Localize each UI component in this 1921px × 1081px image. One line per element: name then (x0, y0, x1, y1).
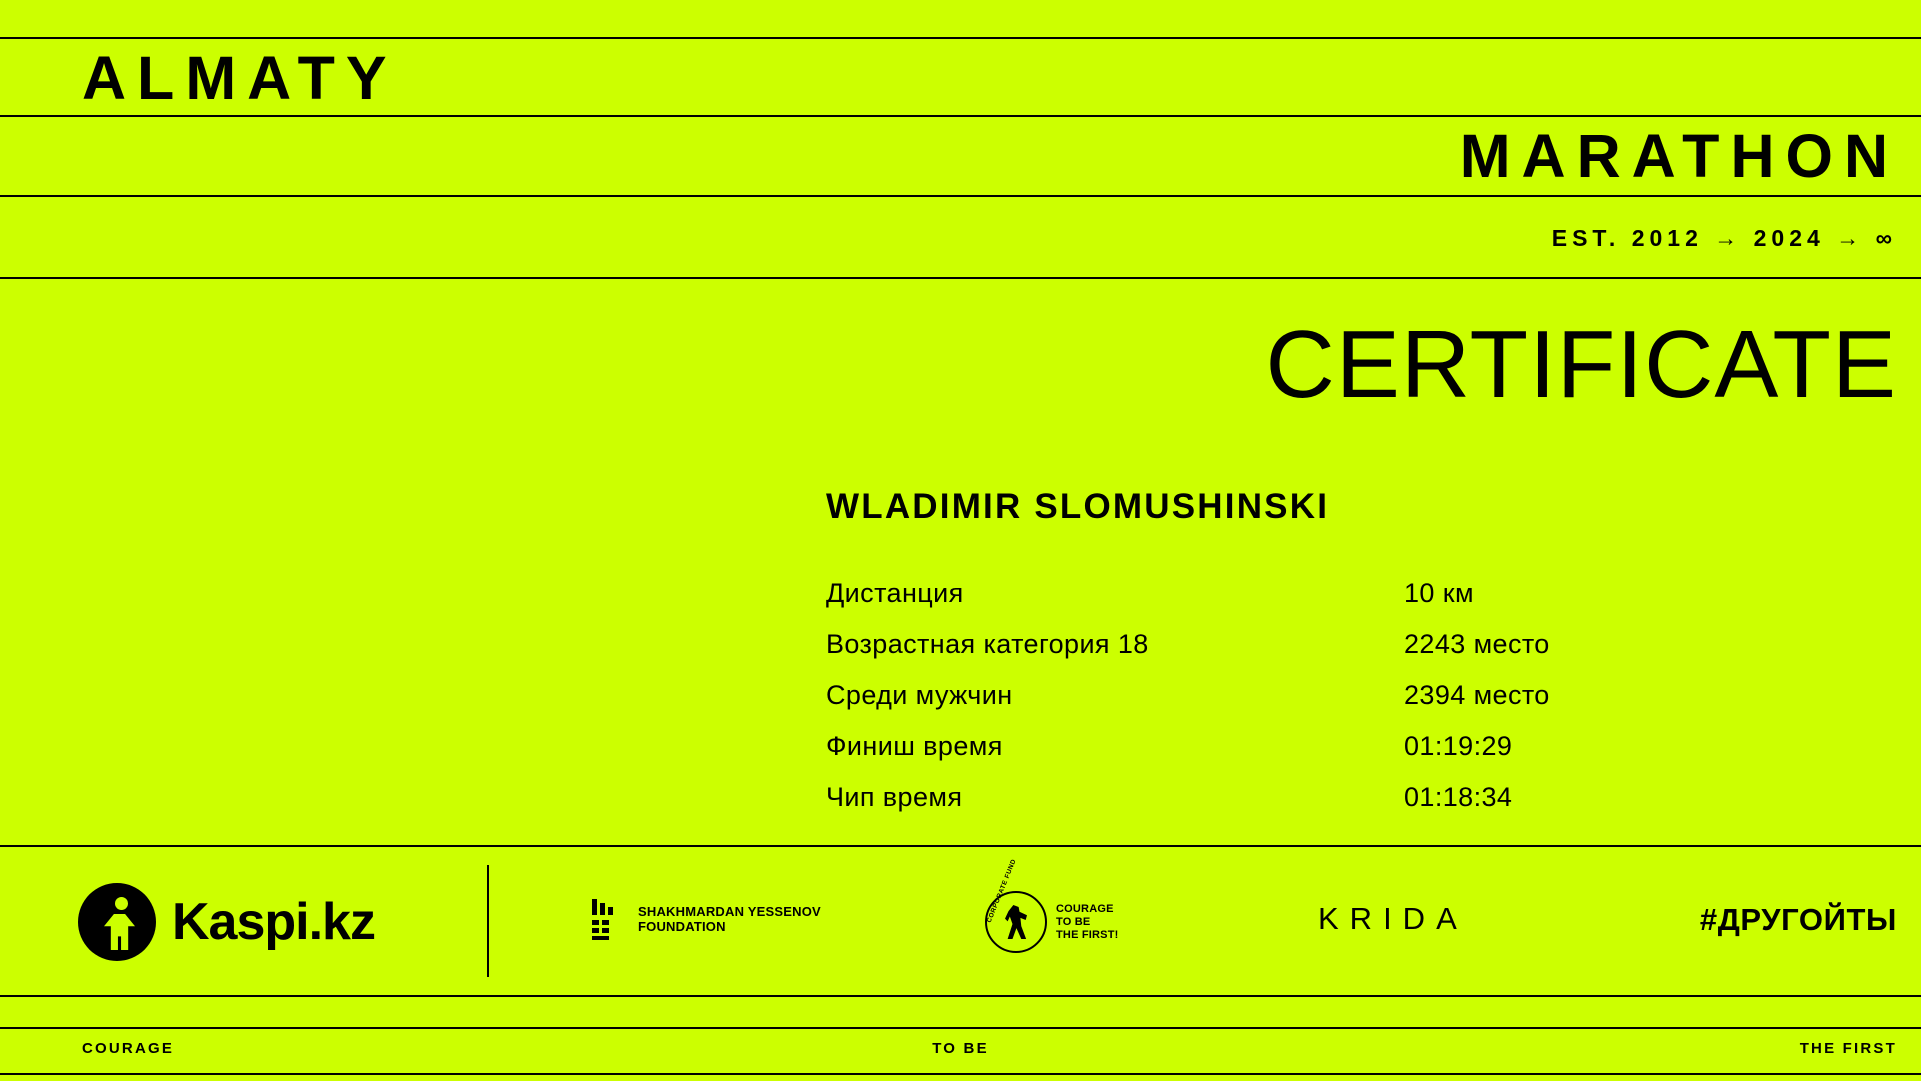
footer-slogan-right: THE FIRST (1799, 1040, 1897, 1057)
brand-wordmark-almaty: ALMATY (82, 44, 398, 112)
sponsor-strip (0, 847, 1921, 995)
corpfund-line3: THE FIRST! (1056, 928, 1119, 941)
table-row (826, 578, 1646, 629)
established-years: EST. 2012 → 2024 → ∞ (1551, 225, 1897, 251)
divider-line (0, 1027, 1921, 1029)
result-label: Среди мужчин (826, 680, 1013, 710)
result-label: Финиш время (826, 731, 1003, 761)
sponsor-hashtag-label: #ДРУГОЙТЫ (1699, 902, 1897, 937)
footer-slogan-middle: TO BE (932, 1040, 989, 1057)
divider-line (0, 115, 1921, 117)
sponsor-yessenov-label (638, 904, 821, 934)
footer-slogan (0, 1030, 1921, 1072)
result-value: 01:18:34 (1404, 782, 1513, 812)
page-title: CERTIFICATE (1265, 311, 1897, 418)
divider-line (0, 37, 1921, 39)
footer-slogan-left: COURAGE (82, 1040, 175, 1057)
divider-line (0, 1073, 1921, 1075)
sponsor-yessenov-line2: FOUNDATION (638, 919, 726, 934)
sponsor-yessenov-line1: SHAKHMARDAN YESSENOV (638, 904, 821, 919)
sponsor-yessenov (592, 899, 821, 939)
corporate-fund-logo-icon (985, 858, 1047, 953)
result-value: 2394 место (1404, 680, 1550, 710)
table-row (826, 782, 1646, 833)
table-row (826, 731, 1646, 782)
yessenov-logo-icon (592, 899, 626, 939)
result-value: 01:19:29 (1404, 731, 1513, 761)
sponsor-corporate-fund (985, 858, 1119, 953)
sponsor-kaspi-label: Kaspi.kz (172, 893, 375, 951)
corpfund-line1: COURAGE (1056, 902, 1114, 915)
kaspi-logo-icon (78, 883, 156, 961)
brand-wordmark-marathon: MARATHON (1459, 122, 1899, 190)
result-value: 2243 место (1404, 629, 1550, 659)
result-label: Дистанция (826, 578, 964, 608)
results-table (826, 578, 1646, 833)
sponsor-krida-label: KRIDA (1318, 901, 1468, 936)
sponsor-kaspi (78, 883, 375, 961)
divider-line (0, 277, 1921, 279)
divider-line (0, 195, 1921, 197)
corpfund-line2: TO BE (1056, 915, 1091, 928)
result-value: 10 км (1404, 578, 1474, 608)
table-row (826, 680, 1646, 731)
athlete-name: WLADIMIR SLOMUSHINSKI (826, 487, 1330, 526)
corporate-fund-arc-label: CORPORATE FUND (985, 858, 1018, 924)
table-row (826, 629, 1646, 680)
result-label: Чип время (826, 782, 963, 812)
sponsor-corporate-fund-label (1056, 903, 1119, 942)
result-label: Возрастная категория 18 (826, 629, 1149, 659)
divider-line (0, 995, 1921, 997)
sponsor-divider (487, 865, 489, 977)
